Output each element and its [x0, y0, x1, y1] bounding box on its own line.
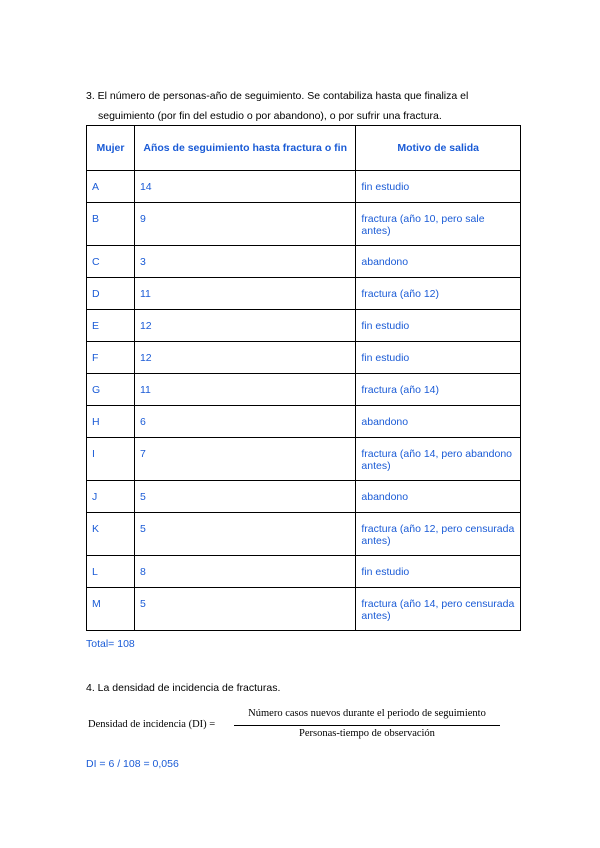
cell-mujer: H	[87, 406, 135, 438]
cell-motivo: fractura (año 14, pero censurada antes)	[356, 588, 521, 631]
cell-mujer: M	[87, 588, 135, 631]
cell-mujer: I	[87, 438, 135, 481]
formula-denominator: Personas-tiempo de observación	[299, 728, 435, 739]
table-row	[87, 171, 521, 203]
cell-anos: 5	[134, 481, 355, 513]
cell-motivo: abandono	[356, 406, 521, 438]
table-row	[87, 278, 521, 310]
question-3-line-1: 3. El número de personas-año de seguimiento. Se contabiliza hasta que finaliza el	[86, 90, 469, 102]
question-3-text	[86, 86, 526, 126]
cell-anos: 8	[134, 556, 355, 588]
cell-motivo: fin estudio	[356, 342, 521, 374]
fraction-bar	[234, 725, 500, 726]
total-text: Total= 108	[86, 638, 135, 650]
cell-mujer: J	[87, 481, 135, 513]
cell-anos: 14	[134, 171, 355, 203]
cell-anos: 5	[134, 588, 355, 631]
cell-anos: 3	[134, 246, 355, 278]
cell-anos: 6	[134, 406, 355, 438]
cell-mujer: E	[87, 310, 135, 342]
cell-motivo: fractura (año 12, pero censurada antes)	[356, 513, 521, 556]
cell-mujer: C	[87, 246, 135, 278]
cell-anos: 9	[134, 203, 355, 246]
table-row	[87, 246, 521, 278]
cell-motivo: fin estudio	[356, 171, 521, 203]
cell-anos: 11	[134, 278, 355, 310]
table-row	[87, 342, 521, 374]
cell-motivo: abandono	[356, 481, 521, 513]
table-row	[87, 203, 521, 246]
header-anos-seguimiento: Años de seguimiento hasta fractura o fin	[134, 126, 355, 171]
table-header-row	[87, 126, 521, 171]
cell-mujer: L	[87, 556, 135, 588]
cell-mujer: A	[87, 171, 135, 203]
cell-mujer: K	[87, 513, 135, 556]
table-row	[87, 406, 521, 438]
cell-anos: 7	[134, 438, 355, 481]
table-row	[87, 481, 521, 513]
header-mujer: Mujer	[87, 126, 135, 171]
cell-mujer: G	[87, 374, 135, 406]
table-row	[87, 556, 521, 588]
cell-anos: 12	[134, 342, 355, 374]
follow-up-table	[86, 125, 521, 631]
cell-motivo: fractura (año 14)	[356, 374, 521, 406]
cell-mujer: D	[87, 278, 135, 310]
table-row	[87, 374, 521, 406]
cell-motivo: fractura (año 12)	[356, 278, 521, 310]
question-4-text: 4. La densidad de incidencia de fracturas.	[86, 682, 281, 694]
cell-motivo: fin estudio	[356, 556, 521, 588]
cell-anos: 12	[134, 310, 355, 342]
formula-numerator: Número casos nuevos durante el periodo de seguimiento	[248, 708, 486, 719]
table-row	[87, 513, 521, 556]
cell-motivo: fractura (año 14, pero abandono antes)	[356, 438, 521, 481]
table-body	[87, 171, 521, 631]
cell-anos: 11	[134, 374, 355, 406]
di-result-text: DI = 6 / 108 = 0,056	[86, 758, 179, 770]
cell-anos: 5	[134, 513, 355, 556]
cell-motivo: fin estudio	[356, 310, 521, 342]
incidence-density-formula	[88, 708, 508, 744]
header-motivo-salida: Motivo de salida	[356, 126, 521, 171]
cell-motivo: fractura (año 10, pero sale antes)	[356, 203, 521, 246]
question-3-line-2: seguimiento (por fin del estudio o por abandono), o por sufrir una fractura.	[98, 110, 442, 122]
cell-mujer: B	[87, 203, 135, 246]
table-row	[87, 310, 521, 342]
formula-lhs: Densidad de incidencia (DI) =	[88, 719, 216, 730]
table-row	[87, 438, 521, 481]
table-row	[87, 588, 521, 631]
cell-mujer: F	[87, 342, 135, 374]
cell-motivo: abandono	[356, 246, 521, 278]
